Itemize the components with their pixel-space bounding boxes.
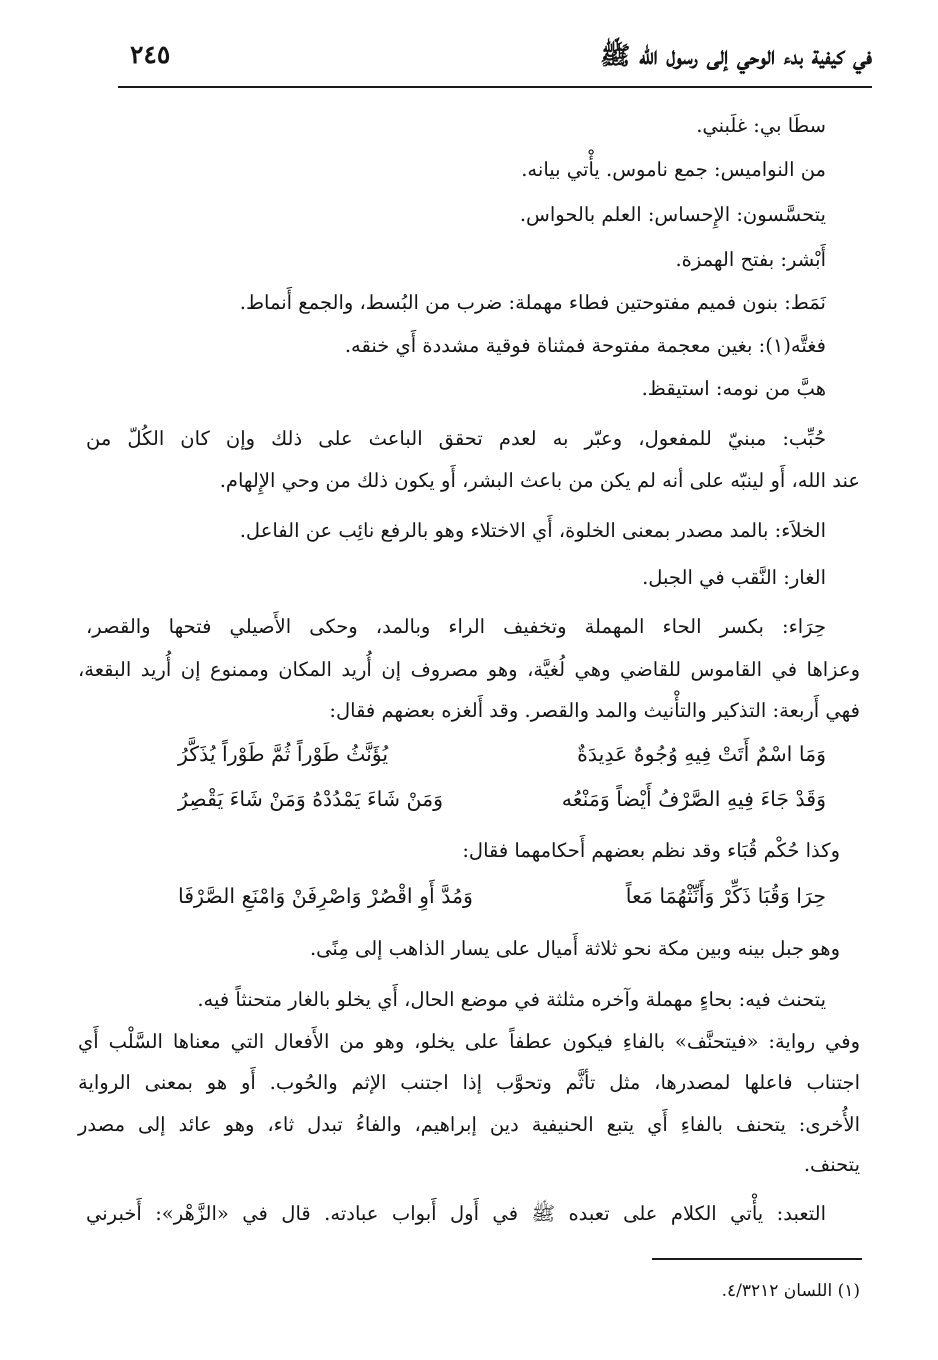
gloss-line: يتحنف. [803,1153,860,1176]
gloss-line: يتحسَّسون: الإِحساس: العلم بالحواس. [519,203,826,226]
verse-hemistich: حِرَا وَقُبَا ذَكِّرْ وَأَنِّثْهُمَا مَعاً [625,884,826,908]
gloss-line: فهي أَربعة: التذكير والتأْنيث والمد والقصر. وقد أَلغزه بعضهم فقال: [329,699,860,722]
gloss-line: من النواميس: جمع ناموس. يأْتي بيانه. [521,158,826,181]
gloss-line: وكذا حُكْم قُبَاء وقد نظم بعضهم أَحكامهما فقال: [462,839,840,862]
running-header [118,38,872,82]
page-number: ٢٤٥ [130,40,171,69]
header-rule [118,86,872,88]
gloss-line: حِرَاء: بكسر الحاء المهملة وتخفيف الراء وبالمد، وحكى الأَصيلي فتحها والقصر، [86,615,826,638]
footnote-rule [652,1258,862,1260]
gloss-line: وعزاها في القاموس للقاضي وهي لُغيَّة، وهو مصروف إن أُريد المكان وممنوع إن أُريد البقعة، [78,658,860,681]
gloss-line: التعبد: يأْتي الكلام على تعبده ﷺ في أَول أَبواب عبادته. قال في «الزَّهْر»: أَخبرني [86,1202,826,1225]
running-title: في كيفية بدء الوحي إلى رسول الله ﷺ [600,41,872,70]
gloss-line: أَبْشر: بفتح الهمزة. [675,248,826,271]
gloss-line: هبَّ من نومه: استيقظ. [641,377,826,400]
footnote: (١) اللسان ٤/٣٢١٢. [721,1281,860,1301]
gloss-line: الغار: النَّقب في الجبل. [642,566,826,589]
gloss-line: عند الله، أَو لينبّه على أنه لم يكن من باعث البشر، أَو يكون ذلك من وحي الإِلهام. [219,469,860,492]
verse-hemistich: يُؤَنَّثُ طَوْراً ثُمَّ طَوْراً يُذَكَّرُ [178,742,389,766]
gloss-line: الخلاَء: بالمد مصدر بمعنى الخلوة، أَي الاختلاء وهو بالرفع نائِب عن الفاعل. [239,519,826,542]
gloss-line: الأُخرى: يتحنف بالفاءِ أَي يتبع الحنيفية دين إبراهيم، والفاءُ تبدل ثاء، وهو عائد إلى مصدر [78,1113,860,1136]
verse-hemistich: وَمَا اسْمٌ أَتَتْ فِيهِ وُجُوهٌ عَدِيدَةٌ [577,742,826,766]
verse-hemistich: وَمُدَّ أَوِ اقْصُرْ وَاصْرِفَنْ وَامْنَعِ الصَّرْفَا [178,884,473,908]
verse-hemistich: وَقَدْ جَاءَ فِيهِ الصَّرْفُ أَيْضاً وَمَنْعُه [561,787,826,811]
gloss-line: يتحنث فيه: بحاءٍ مهملة وآخره مثلثة في موضع الحال، أَي يخلو بالغار متحنثاً فيه. [197,988,826,1011]
gloss-line: اجتناب فاعلها لمصدرها، مثل تأثَّم وتحوَّب إذا اجتنب الإثم والحُوب. أَو هو بمعنى الرواية [78,1071,860,1094]
gloss-line: سطَا بي: غلَبني. [696,114,826,137]
gloss-line: فغتَّه(١): بغين معجمة مفتوحة فمثناة فوقية مشددة أَي خنقه. [344,334,826,357]
gloss-line: نَمَط: بنون فميم مفتوحتين فطاء مهملة: ضرب من البُسط، والجمع أَنماط. [239,291,826,314]
gloss-line: وفي رواية: «فيتحنَّف» بالفاءِ فيكون عطفاً على يخلو، وهو من الأَفعال التي معناها السَّلْب أَي [78,1030,860,1053]
gloss-line: وهو جبل بينه وبين مكة نحو ثلاثة أَميال على يسار الذاهب إلى مِنًى. [309,937,840,960]
verse-hemistich: وَمَنْ شَاءَ يَمْدُدْهُ وَمَنْ شَاءَ يَقْصِرُ [178,787,444,811]
gloss-line: حُبِّب: مبنيّ للمفعول، وعبّر به لعدم تحقق الباعث على ذلك وإن كان الكُلّ من [86,427,826,450]
